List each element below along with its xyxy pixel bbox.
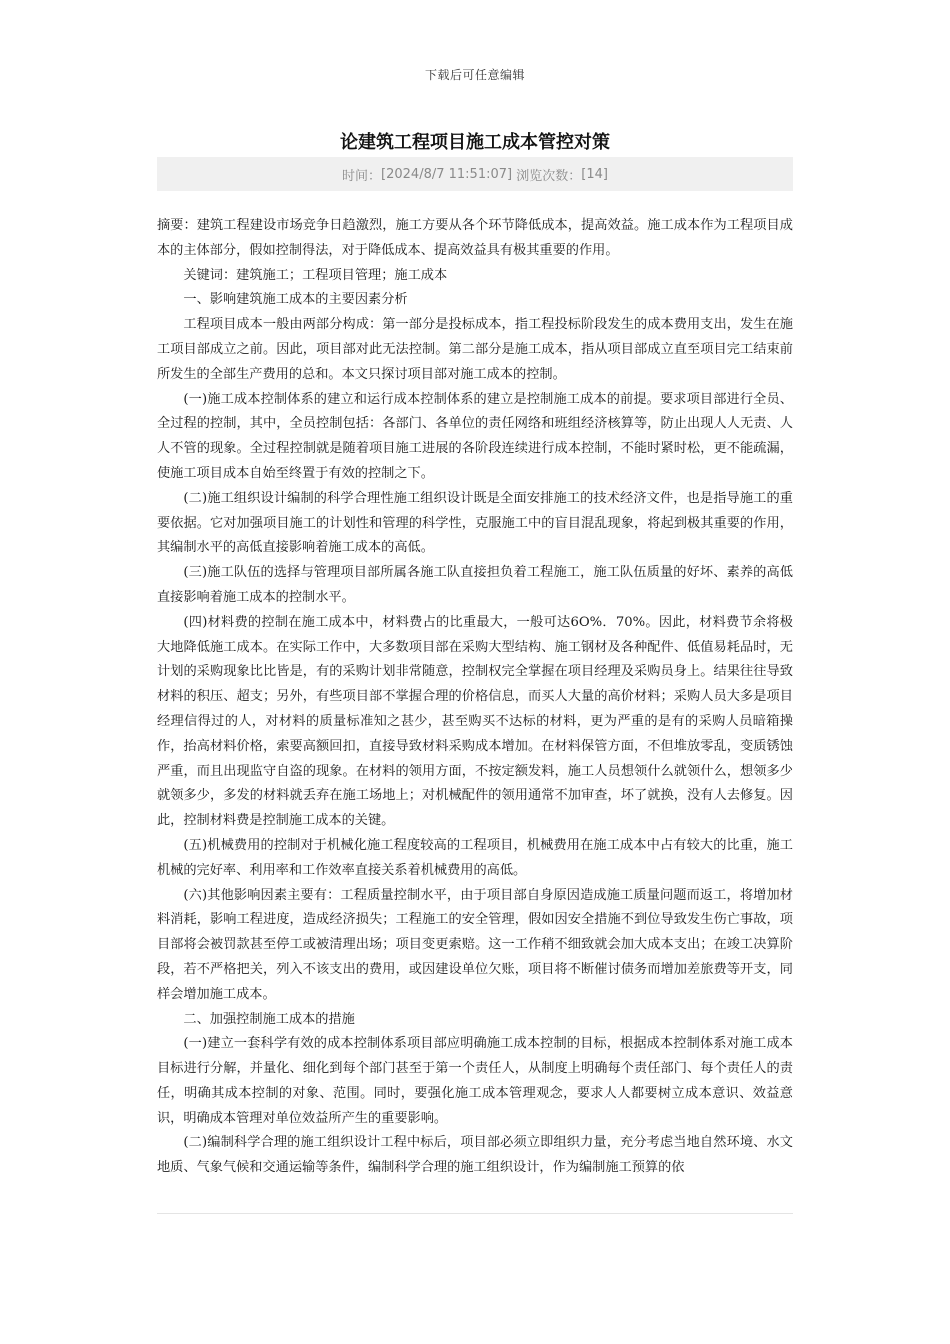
body-paragraph: (四)材料费的控制在施工成本中，材料费占的比重最大，一般可达6O%．70%。因此，材料费节余将极大地降低施工成本。在实际工作中，大多数项目部在采购大型结构、施工钢材及各种配件、低值易耗品时，无计划的采购现象比比皆是，有的采购计划非常随意，控制权完全掌握在项目经理及采购员身上。结果往往导致材料的积压、超支；另外，有些项目部不掌握合理的价格信息，而买人大量的高价材料；采购人员大多是项目经理信得过的人，对材料的质量标准知之甚少，甚至购买不达标的材料，更为严重的是有的采购人员暗箱操作，抬高材料价格，索要高额回扣，直接导致材料采购成本增加。在材料保管方面，不但堆放零乱，变质锈蚀严重，而且出现监守自盗的现象。在材料的领用方面，不按定额发料，施工人员想领什么就领什么，想领多少就领多少，多发的材料就丢弃在施工场地上；对机械配件的领用通常不加审查，坏了就换，没有人去修复。因此，控制材料费是控制施工成本的关键。 <box>157 614 793 829</box>
abstract-paragraph: 摘要：建筑工程建设市场竞争日趋激烈，施工方要从各个环节降低成本，提高效益。施工成本作为工程项目成本的主体部分，假如控制得法，对于降低成本、提高效益具有极其重要的作用。 <box>157 218 793 258</box>
body-paragraph: (五)机械费用的控制对于机械化施工程度较高的工程项目，机械费用在施工成本中占有较大的比重，施工机械的完好率、利用率和工作效率直接关系着机械费用的高低。 <box>157 837 793 878</box>
article-body <box>157 214 793 1181</box>
keywords-paragraph: 关键词：建筑施工；工程项目管理；施工成本 <box>183 267 448 283</box>
content-bottom-divider <box>157 1213 793 1214</box>
body-paragraph: (二)施工组织设计编制的科学合理性施工组织设计既是全面安排施工的技术经济文件，也是指导施工的重要依据。它对加强项目施工的计划性和管理的科学性，克服施工中的盲目混乱现象，将起到极其重要的作用，其编制水平的高低直接影响着施工成本的高低。 <box>157 490 793 556</box>
views-value: [14] <box>581 166 608 182</box>
download-note: 下载后可任意编辑 <box>424 68 525 82</box>
body-paragraph: (一)建立一套科学有效的成本控制体系项目部应明确施工成本控制的目标，根据成本控制体系对施工成本目标进行分解，并量化、细化到每个部门甚至于第一个责任人，从制度上明确每个责任部门、每个责任人的责任，明确其成本控制的对象、范围。同时，要强化施工成本管理观念，要求人人都要树立成本意识、效益意识，明确成本管理对单位效益所产生的重要影响。 <box>157 1036 793 1126</box>
section-heading-1: 一、影响建筑施工成本的主要因素分析 <box>183 292 408 308</box>
body-paragraph: (二)编制科学合理的施工组织设计工程中标后，项目部必须立即组织力量，充分考虑当地自然环境、水文地质、气象气候和交通运输等条件，编制科学合理的施工组织设计，作为编制施工预算的依 <box>157 1135 793 1176</box>
body-paragraph: 工程项目成本一般由两部分构成：第一部分是投标成本，指工程投标阶段发生的成本费用支出，发生在施工项目部成立之前。因此，项目部对此无法控制。第二部分是施工成本，指从项目部成立直至项目完工结束前所发生的全部生产费用的总和。本文只探讨项目部对施工成本的控制。 <box>157 317 793 382</box>
body-paragraph: (一)施工成本控制体系的建立和运行成本控制体系的建立是控制施工成本的前提。要求项目部进行全员、全过程的控制，其中，全员控制包括：各部门、各单位的责任网络和班组经济核算等，防止出现人人无责、人人不管的现象。全过程控制就是随着项目施工进展的各阶段连续进行成本控制，不能时紧时松，更不能疏漏，使施工项目成本自始至终置于有效的控制之下。 <box>157 391 793 481</box>
body-paragraph: (六)其他影响因素主要有：工程质量控制水平，由于项目部自身原因造成施工质量问题而返工，将增加材料消耗，影响工程进度，造成经济损失；工程施工的安全管理，假如因安全措施不到位导致发生伤亡事故，项目部将会被罚款甚至停工或被清理出场；项目变更索赔。这一工作稍不细致就会加大成本支出；在竣工决算阶段，若不严格把关，列入不该支出的费用，或因建设单位欠账，项目将不断催讨债务而增加差旅费等开支，同样会增加施工成本。 <box>157 887 793 1002</box>
views-label: 浏览次数： <box>516 168 582 184</box>
section-heading-2: 二、加强控制施工成本的措施 <box>183 1011 355 1027</box>
time-label: 时间： <box>342 168 382 184</box>
article-meta-bar <box>157 157 793 191</box>
page-title: 论建筑工程项目施工成本管控对策 <box>340 132 610 153</box>
time-value: [2024/8/7 11:51:07] <box>381 166 513 182</box>
body-paragraph: (三)施工队伍的选择与管理项目部所属各施工队直接担负着工程施工，施工队伍质量的好坏、素养的高低直接影响着施工成本的控制水平。 <box>157 565 793 605</box>
